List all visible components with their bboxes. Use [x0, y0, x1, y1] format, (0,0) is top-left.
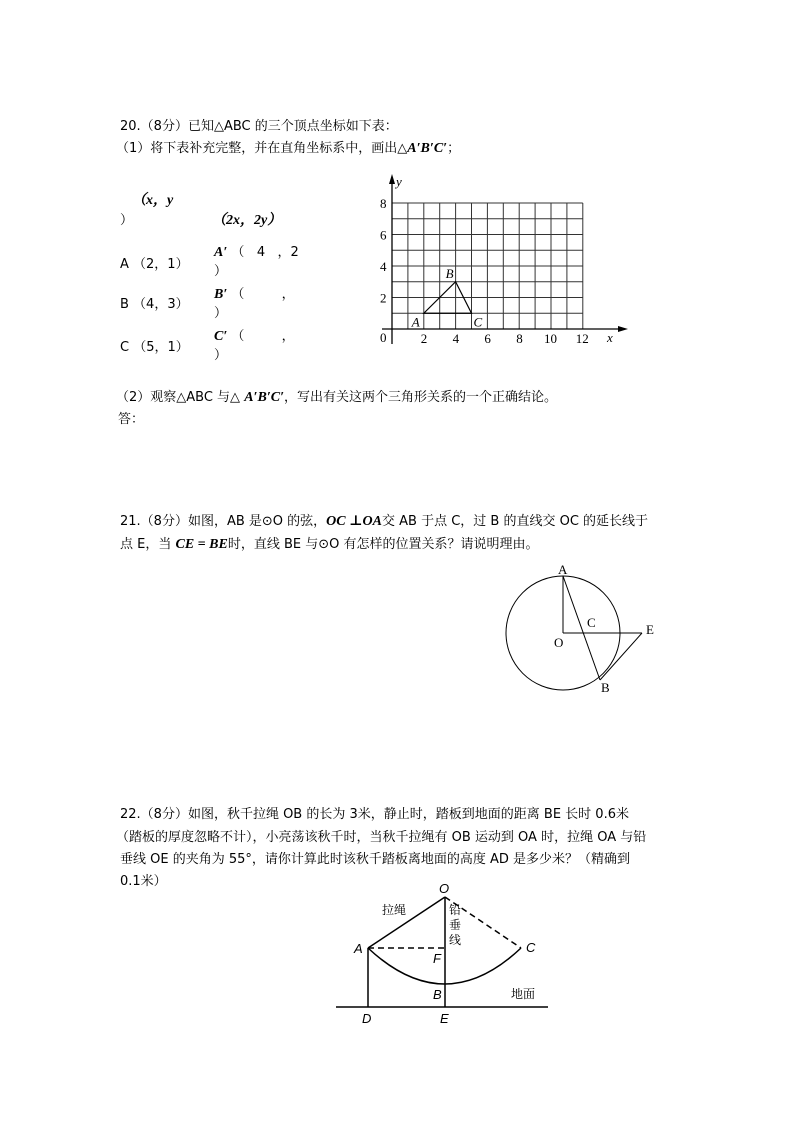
label-b: B — [601, 680, 610, 695]
part2-math: A′B′C′ — [244, 390, 285, 405]
part2-text: （2）观察△ABC 与△ — [116, 390, 245, 405]
coordinate-grid — [380, 174, 628, 346]
x-tick-label: 8 — [516, 331, 523, 346]
circle-figure — [506, 576, 642, 690]
label-b: B — [433, 987, 442, 1002]
label-e: E — [440, 1011, 449, 1026]
segment-be — [600, 633, 642, 680]
answer-label: 答： — [118, 412, 145, 427]
image-label: A′ — [214, 245, 228, 260]
q22-line2: （踏板的厚度忽略不计），小亮荡该秋千时，当秋千拉绳有 OB 运动到 OA 时，拉绳 OA 与铅 — [116, 830, 647, 845]
table-header-left: （x，y — [132, 193, 174, 208]
origin-label: 0 — [380, 330, 387, 345]
vertex-label-b: B — [445, 265, 454, 281]
label-a: A — [558, 562, 568, 577]
label-plumb-1: 铅 — [449, 903, 462, 917]
x-tick-label: 12 — [575, 331, 589, 346]
image-label: C′ — [214, 329, 228, 344]
vertex-label-a: A — [411, 314, 420, 330]
x-tick-label: 2 — [420, 331, 428, 346]
q22-line1: 22.（8分）如图，秋千拉绳 OB 的长为 3米，静止时，踏板到地面的距离 BE 长时 0.6米 — [120, 807, 629, 822]
label-rope: 拉绳 — [382, 903, 407, 917]
label-o: O — [554, 635, 564, 650]
label-a: A — [354, 941, 363, 956]
x-axis-label: x — [607, 330, 613, 345]
image-value: （ 4 ，2 — [231, 245, 299, 260]
label-c: C — [526, 940, 536, 955]
q22-line4: 0.1米） — [120, 874, 167, 889]
label-c: C — [587, 615, 596, 630]
y-axis-arrow-icon — [389, 174, 395, 184]
table-row-a-close: ） — [214, 264, 228, 279]
q21-line2 — [120, 537, 538, 553]
x-tick-label: 6 — [484, 331, 491, 346]
label-plumb-2: 垂 — [449, 918, 462, 932]
rope-oa — [368, 897, 445, 948]
image-value: （ ， — [231, 329, 295, 344]
image-value: （ ， — [231, 287, 295, 302]
x-tick-label: 4 — [452, 331, 460, 346]
y-tick-label: 2 — [380, 290, 387, 306]
table-row-a-point: A （2，1） — [120, 257, 189, 272]
label-plumb-3: 线 — [449, 933, 462, 947]
x-tick-label: 10 — [544, 331, 557, 346]
q20-line2-suffix: ； — [447, 141, 461, 156]
image-label: B′ — [214, 287, 228, 302]
q21-math-b: CE = BE — [175, 537, 228, 552]
label-o: O — [439, 881, 450, 896]
label-ground: 地面 — [511, 987, 536, 1001]
label-d: D — [362, 1011, 372, 1026]
q20-line2-text: （1）将下表补充完整，并在直角坐标系中，画出△ — [116, 141, 408, 156]
q21-math-a: OC ⊥OA — [326, 514, 382, 529]
q21-text-c: 点 E，当 — [120, 537, 176, 552]
q20-line1: 20.（8分）已知△ABC 的三个顶点坐标如下表： — [120, 119, 398, 134]
q21-text-b: 交 AB 于点 C，过 B 的直线交 OC 的延长线于 — [382, 514, 649, 529]
y-tick-label: 4 — [380, 259, 387, 274]
label-f: F — [433, 951, 441, 966]
part2-suffix: ，写出有关这两个三角形关系的一个正确结论。 — [284, 390, 558, 405]
q20-part2 — [116, 390, 557, 406]
vertex-label-c: C — [473, 314, 483, 330]
q21-text-d: 时，直线 BE 与⊙O 有怎样的位置关系？请说明理由。 — [227, 537, 539, 552]
q20-line2-math: A′B′C′ — [407, 141, 448, 156]
table-row-c-close: ） — [214, 348, 228, 363]
q21-line1 — [120, 514, 648, 530]
table-row-c-point: C （5，1） — [120, 340, 189, 355]
q21-text-a: 21.（8分）如图，AB 是⊙O 的弦， — [120, 514, 327, 529]
table-row-b-close: ） — [214, 306, 228, 321]
y-axis-label: y — [396, 174, 402, 189]
table-row-b-point: B （4，3） — [120, 297, 189, 312]
x-axis-arrow-icon — [618, 326, 628, 332]
y-tick-label: 8 — [380, 196, 387, 211]
label-e: E — [646, 622, 654, 637]
y-tick-label: 6 — [380, 227, 387, 243]
q22-line3: 垂线 OE 的夹角为 55°，请你计算此时该秋千踏板离地面的高度 AD 是多少米？（精确到 — [120, 852, 631, 867]
table-header-right: （2x，2y） — [212, 213, 282, 228]
table-header-left-close: ） — [120, 213, 134, 228]
